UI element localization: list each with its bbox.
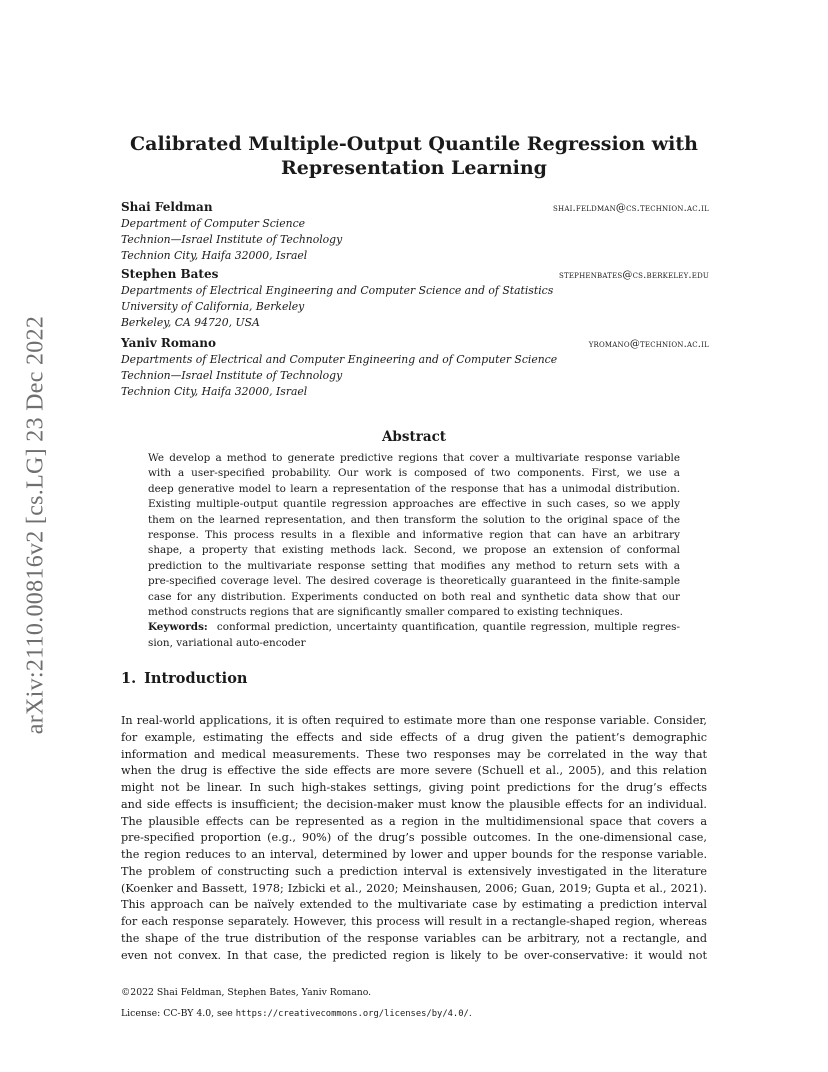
author-email: yromano@technion.ac.il [588,339,709,350]
affiliation-line: Berkeley, CA 94720, USA [121,315,260,329]
body-line: information and medical measurements. These two responses may be correlated in the way that [121,747,707,761]
abstract-line: case for any distribution. Experiments conducted on both real and synthetic data show that our [148,590,680,603]
abstract-line: We develop a method to generate predictive regions that cover a multivariate response variable [148,452,680,464]
abstract-line: prediction to the multivariate response setting that modifies any method to return sets with a [148,559,680,572]
author-block [121,336,709,399]
abstract-line: pre-specified coverage level. The desired coverage is theoretically guaranteed in the finite-sample [148,575,680,588]
author-block [121,267,709,330]
affiliation-line: Technion City, Haifa 32000, Israel [121,384,308,398]
affiliation-line: Technion—Israel Institute of Technology [121,232,343,246]
license-prefix: License: CC-BY 4.0, see [121,1008,236,1019]
abstract-text [148,451,680,651]
affiliation-line: University of California, Berkeley [121,299,305,313]
abstract-line: response. This process results in a flexible and informative region that can have an arbitrary [148,528,680,541]
affiliation-line: Technion—Israel Institute of Technology [121,368,343,382]
body-line: the region reduces to an interval, determined by lower and upper bounds for the response variable. [121,848,707,861]
body-line: In real-world applications, it is often required to estimate more than one response variable. Consider, [121,714,707,727]
paper-title [120,132,708,180]
body-line: when the drug is effective the side effects are more severe (Schuell et al., 2005), and this relation [121,764,707,778]
license-link[interactable]: https://creativecommons.org/licenses/by/4.0/ [235,1009,469,1019]
body-line: and side effects is insufficient; the decision-maker must know the plausible effects for an individual. [121,797,707,811]
keywords-line: sion, variational auto-encoder [148,636,306,649]
body-line: The plausible effects can be represented as a region in the multidimensional space that covers a [121,814,707,828]
author-block [121,200,709,263]
abstract-line: shape, a property that existing methods lack. Second, we propose an extension of conformal [148,544,680,557]
author-name: Shai Feldman [121,200,213,214]
body-line: pre-specified proportion (e.g., 90%) of the drug’s possible outcomes. In the one-dimensional case, [121,831,707,845]
section-title: Introduction [144,670,248,687]
author-email: stephenbates@cs.berkeley.edu [559,270,709,281]
affiliation-line: Departments of Electrical and Computer Engineering and of Computer Science [121,353,558,366]
keywords-text: conformal prediction, uncertainty quantification, quantile regression, multiple regres- [216,621,680,634]
affiliation-line: Technion City, Haifa 32000, Israel [121,248,308,262]
body-line: the shape of the true distribution of the response variables can be arbitrary, not a rectangle, and [121,931,707,945]
abstract-line: method constructs regions that are significantly smaller compared to existing techniques. [148,605,623,618]
abstract-line: with a user-specified probability. Our work is composed of two components. First, we use a [148,467,680,480]
affiliation-line: Department of Computer Science [121,217,306,230]
license-line [121,1003,472,1025]
author-email: shai.feldman@cs.technion.ac.il [553,203,709,214]
author-name: Yaniv Romano [121,336,217,350]
body-line: (Koenker and Bassett, 1978; Izbicki et al., 2020; Meinshausen, 2006; Guan, 2019; Gupta et al., 2021). [121,881,707,895]
abstract-line: them on the learned representation, and then transform the solution to the original space of the [148,513,680,526]
abstract-line: Existing multiple-output quantile regression approaches are effective in such cases, so we apply [148,498,680,511]
abstract-heading: Abstract [381,429,447,445]
author-name: Stephen Bates [121,267,219,281]
license-suffix: . [468,1008,472,1019]
title-line-2: Representation Learning [281,157,547,179]
keywords-label: Keywords: [148,621,208,634]
page-footer [121,982,472,1025]
body-line: might not be linear. In such high-stakes settings, giving point predictions for the drug’s effects [121,781,707,794]
section-number: 1. [121,670,137,687]
abstract-line: deep generative model to learn a representation of the response that has a unimodal distribution. [148,482,680,495]
section-text [121,713,707,964]
copyright-notice: ©2022 Shai Feldman, Stephen Bates, Yaniv Romano. [121,987,372,998]
title-line-1: Calibrated Multiple-Output Quantile Regression with [130,133,698,155]
keywords-line [148,620,680,635]
affiliation-line: Departments of Electrical Engineering and Computer Science and of Statistics [121,284,554,297]
body-line: This approach can be naïvely extended to the multivariate case by estimating a prediction interval [121,898,707,912]
arxiv-identifier: arXiv:2110.00816v2 [cs.LG] 23 Dec 2022 [22,315,49,735]
body-line: even not convex. In that case, the predicted region is likely to be over-conservative: it would not [121,948,707,962]
body-line: for each response separately. However, this process will result in a rectangle-shaped region, whereas [121,915,707,928]
body-line: for example, estimating the effects and side effects of a drug given the patient’s demographic [121,730,707,744]
section-heading [121,670,247,687]
body-line: The problem of constructing such a prediction interval is extensively investigated in the literature [121,864,707,878]
